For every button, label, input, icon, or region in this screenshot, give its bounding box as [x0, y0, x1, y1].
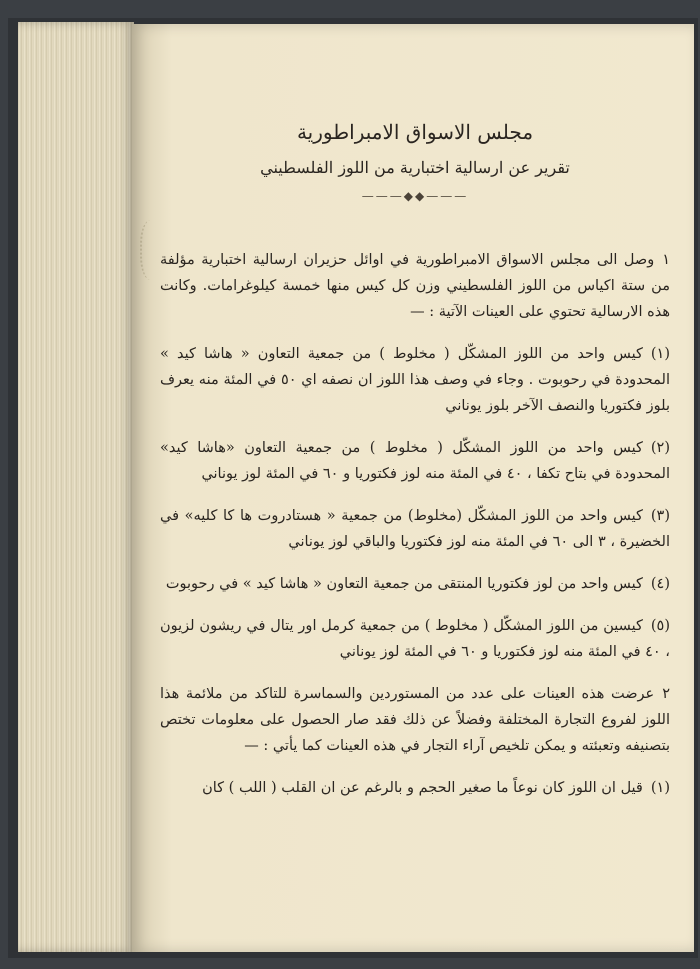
- paragraph: [160, 775, 670, 801]
- paragraph-text: كيس واحد من اللوز المشكّل ( مخلوط ) من جمعية التعاون « هاشا كيد » المحدودة في رحوبوت . وجاء في وصف هذا اللوز ان نصفه اي ٥٠ في المئة منه يعرف بلوز فكتوريا والنصف الآخر بلوز يوناني: [160, 346, 670, 414]
- paragraph: [160, 503, 670, 555]
- paragraph-number: (١): [650, 346, 670, 362]
- paragraph-number: ٢: [662, 686, 670, 702]
- paragraph-text: كيس واحد من لوز فكتوريا المنتقى من جمعية التعاون « هاشا كيد » في رحوبوت: [165, 576, 643, 592]
- paragraph: [160, 613, 670, 665]
- paragraph: [160, 571, 670, 597]
- paragraph-text: كيس واحد من اللوز المشكّل (مخلوط) من جمعية « هستادروت ها كا كليه» في الخضيرة ، ٣ الى ٦٠ في المئة منه لوز فكتوريا والباقي لوز يوناني: [160, 508, 670, 550]
- paragraph-number: (٢): [650, 440, 670, 456]
- paragraph-number: (٤): [650, 576, 670, 592]
- report-body: [160, 247, 670, 801]
- paragraph: [160, 341, 670, 419]
- page-title: مجلس الاسواق الامبراطورية: [296, 120, 534, 144]
- paragraph-text: عرضت هذه العينات على عدد من المستوردين والسماسرة للتاكد من ملائمة هذا اللوز لفروع التجارة المختلفة وفضلاً عن ذلك فقد صار الحصول على معلومات تختص بتصنيفه وتعبئته و يمكن تلخيص آراء التجار في هذه العينات كما يأتي : —: [160, 686, 670, 754]
- ornament-divider: ———◆◆———: [361, 189, 469, 203]
- paragraph: [160, 247, 670, 325]
- page-edges: [18, 22, 134, 952]
- paragraph-text: قيل ان اللوز كان نوعاً ما صغير الحجم و بالرغم عن ان القلب ( اللب ) كان: [202, 780, 643, 796]
- page-content: [160, 60, 670, 940]
- page-subtitle: تقرير عن ارسالية اختبارية من اللوز الفلسطيني: [260, 158, 570, 177]
- paragraph-text: وصل الى مجلس الاسواق الامبراطورية في اوائل حزيران ارسالية اختبارية مؤلفة من ستة اكياس من اللوز الفلسطيني وزن كل كيس منها خمسة كيلوغرامات. وكانت هذه الارسالية تحتوي على العينات الآتية : —: [160, 252, 670, 320]
- paragraph: [160, 435, 670, 487]
- paragraph-number: (٣): [650, 508, 670, 524]
- paragraph-number: (٥): [650, 618, 670, 634]
- paragraph-number: ١: [662, 252, 670, 268]
- paragraph-text: كيسين من اللوز المشكّل ( مخلوط ) من جمعية كرمل اور يتال في ريشون لزيون ، ٤٠ في المئة منه لوز فكتوريا و ٦٠ في المئة لوز يوناني: [160, 618, 670, 660]
- paragraph: [160, 681, 670, 759]
- paragraph-text: كيس واحد من اللوز المشكّل ( مخلوط ) من جمعية التعاون «هاشا كيد» المحدودة في بتاح تكفا ، ٤٠ في المئة منه لوز فكتوريا و ٦٠ في المئة لوز يوناني: [160, 440, 670, 482]
- paragraph-number: (١): [650, 780, 670, 796]
